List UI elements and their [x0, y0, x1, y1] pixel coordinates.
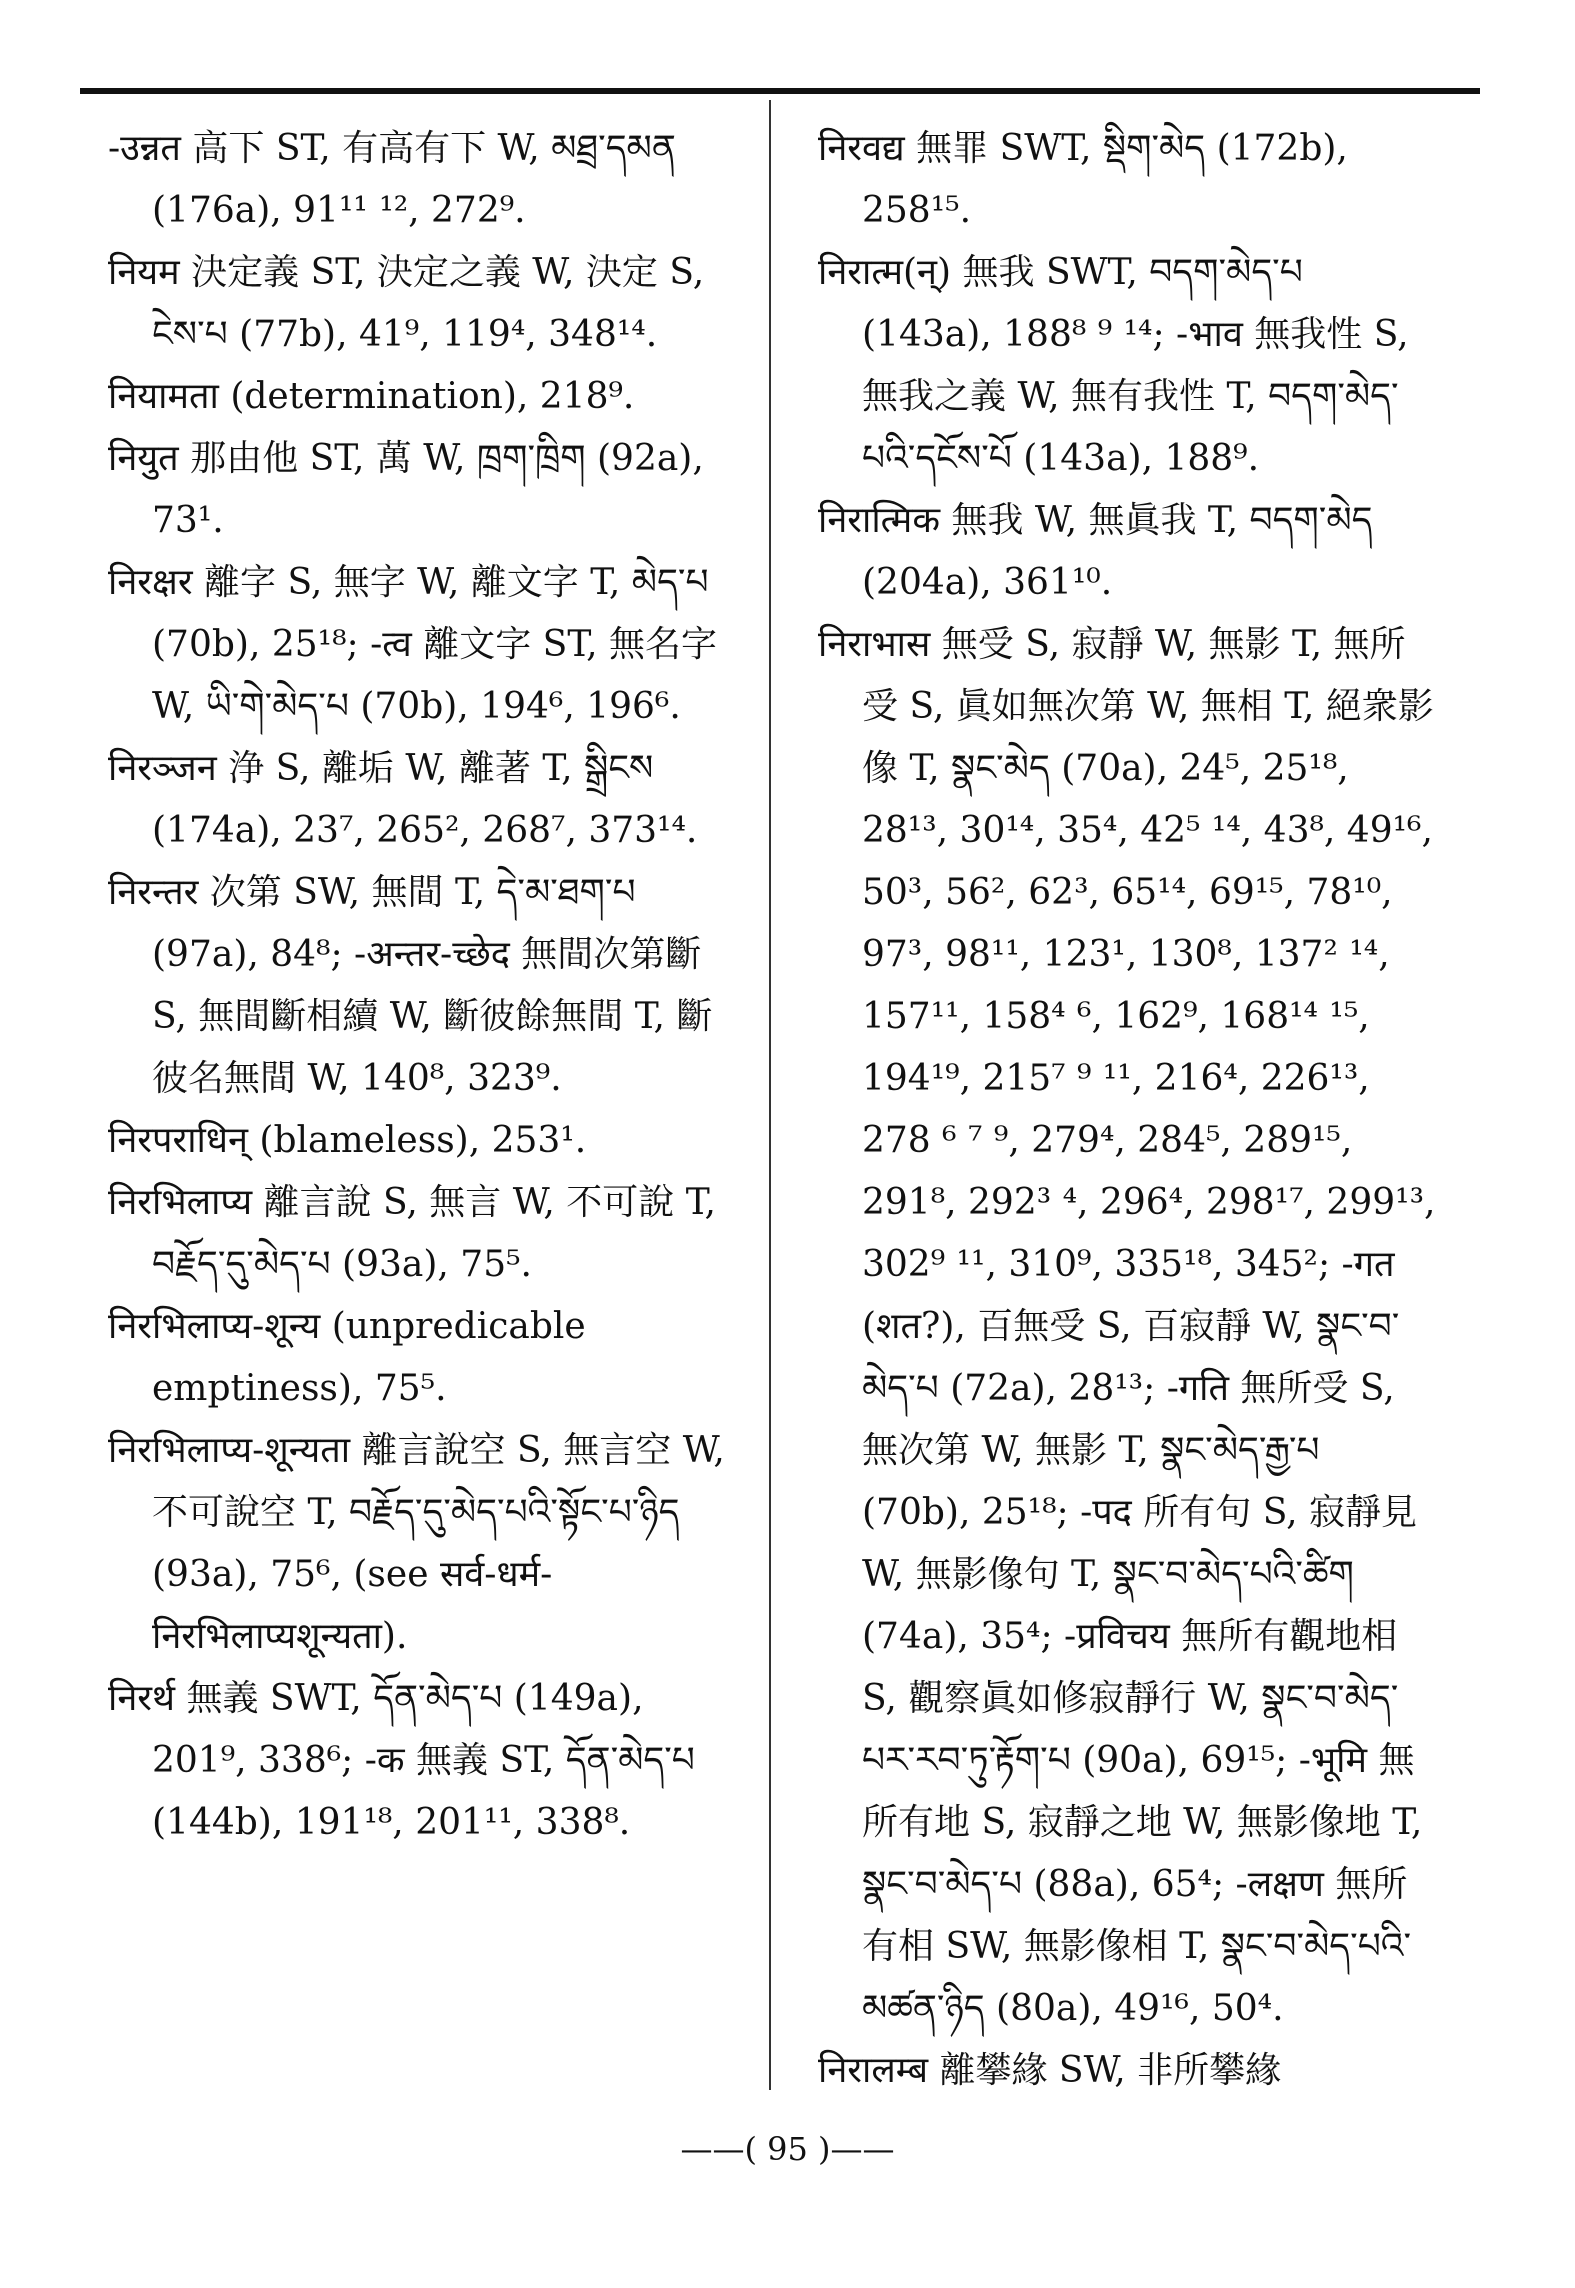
right-column: [818, 118, 1438, 2102]
entry-nirartha: निरर्थ 無義 SWT, དོན་མེད་པ (149a), 201⁹, 338⁶; -क 無義 ST, དོན་མེད་པ (144b), 191¹⁸, 201¹¹, 338⁸.: [108, 1678, 695, 1843]
entry-niratman: निरात्म(न्) 無我 SWT, བདག་མེད་པ (143a), 188⁸ ⁹ ¹⁴; -भाव 無我性 S, 無我之義 W, 無有我性 T, བདག་མེད་པའི་དངོས་པོ (143a), 188⁹.: [818, 252, 1409, 479]
left-column: [108, 118, 732, 1854]
entry-niravadya: निरवद्य 無罪 SWT, སྡིག་མེད (172b), 258¹⁵.: [818, 128, 1348, 231]
entry-niyama: नियम 決定義 ST, 決定之義 W, 決定 S, ངེས་པ (77b), 41⁹, 119⁴, 348¹⁴.: [108, 252, 705, 355]
entry-niratmika: निरात्मिक 無我 W, 無眞我 T, བདག་མེད (204a), 361¹⁰.: [818, 500, 1373, 603]
entry-nirabhilapya-sunyata: निरभिलाप्य-शून्यता 離言說空 S, 無言空 W, 不可說空 T, བརྗོད་དུ་མེད་པའི་སྟོང་པ་ཉིད (93a), 75⁶, (see सर्व-धर्म-निरभिलाप्यशून्यता).: [108, 1430, 725, 1657]
entry-niraparadhin: निरपराधिन् (blameless), 253¹.: [108, 1120, 587, 1161]
entry-unnata: -उन्नत 高下 ST, 有高有下 W, མཐྲ་དམན (176a), 91¹¹ ¹², 272⁹.: [108, 128, 676, 231]
entry-nirabhilapya: निरभिलाप्य 離言說 S, 無言 W, 不可說 T, བརྗོད་དུ་མེད་པ (93a), 75⁵.: [108, 1182, 716, 1285]
entry-nirantara: निरन्तर 次第 SW, 無間 T, དེ་མ་ཐག་པ (97a), 84⁸; -अन्तर-च्छेद 無間次第斷 S, 無間斷相續 W, 斷彼餘無間 T, 斷彼名無間 W, 140⁸, 323⁹.: [108, 872, 713, 1099]
entry-nirabhasa: निराभास 無受 S, 寂靜 W, 無影 T, 無所受 S, 眞如無次第 W, 無相 T, 絕衆影像 T, སྣང་མེད (70a), 24⁵, 25¹⁸, 28¹³, 30¹⁴, 35⁴, 42⁵ ¹⁴, 43⁸, 49¹⁶, 50³, 56², 62³, 65¹⁴, 69¹⁵, 78¹⁰, 97³, 98¹¹, 123¹, 130⁸, 137² ¹⁴, 157¹¹, 158⁴ ⁶, 162⁹, 168¹⁴ ¹⁵, 194¹⁹, 215⁷ ⁹ ¹¹, 216⁴, 226¹³, 278 ⁶ ⁷ ⁹, 279⁴, 284⁵, 289¹⁵, 291⁸, 292³ ⁴, 296⁴, 298¹⁷, 299¹³, 302⁹ ¹¹, 310⁹, 335¹⁸, 345²; -गत (शत?), 百無受 S, 百寂靜 W, སྣང་བ་མེད་པ (72a), 28¹³; -गति 無所受 S, 無次第 W, 無影 T, སྣང་མེད་རྒྱ་པ (70b), 25¹⁸; -पद 所有句 S, 寂靜見 W, 無影像句 T, སྣང་བ་མེད་པའི་ཚིག (74a), 35⁴; -प्रविचय 無所有觀地相 S, 觀察眞如修寂靜行 W, སྣང་བ་མེད་པར་རབ་ཏུ་རྟོག་པ (90a), 69¹⁵; -भूमि 無所有地 S, 寂靜之地 W, 無影像地 T, སྣང་བ་མེད་པ (88a), 65⁴; -लक्षण 無所有相 SW, 無影像相 T, སྣང་བ་མེད་པའི་མཚན་ཉིད (80a), 49¹⁶, 50⁴.: [818, 624, 1436, 2029]
entry-niralamba: निरालम्ब 離攀緣 SW, 非所攀緣: [818, 2050, 1282, 2091]
entry-nirabhilapya-sunya: निरभिलाप्य-शून्य (unpredicable emptiness), 75⁵.: [108, 1306, 586, 1409]
entry-niyuta: नियुत 那由他 ST, 萬 W, ཁྲག་ཁྲིག (92a), 73¹.: [108, 438, 704, 541]
entry-niraksara: निरक्षर 離字 S, 無字 W, 離文字 T, མེད་པ (70b), 25¹⁸; -त्व 離文字 ST, 無名字 W, ཡི་གེ་མེད་པ (70b), 194⁶, 196⁶.: [108, 562, 717, 727]
page-number: ——( 95 )——: [680, 2130, 895, 2168]
entry-niranjana: निरञ्जन 浄 S, 離垢 W, 離著 T, སྒྲིངས (174a), 23⁷, 265², 268⁷, 373¹⁴.: [108, 748, 698, 851]
entry-niyamata: नियामता (determination), 218⁹.: [108, 376, 635, 417]
column-divider: [769, 100, 771, 2090]
header-rule: [80, 88, 1480, 94]
